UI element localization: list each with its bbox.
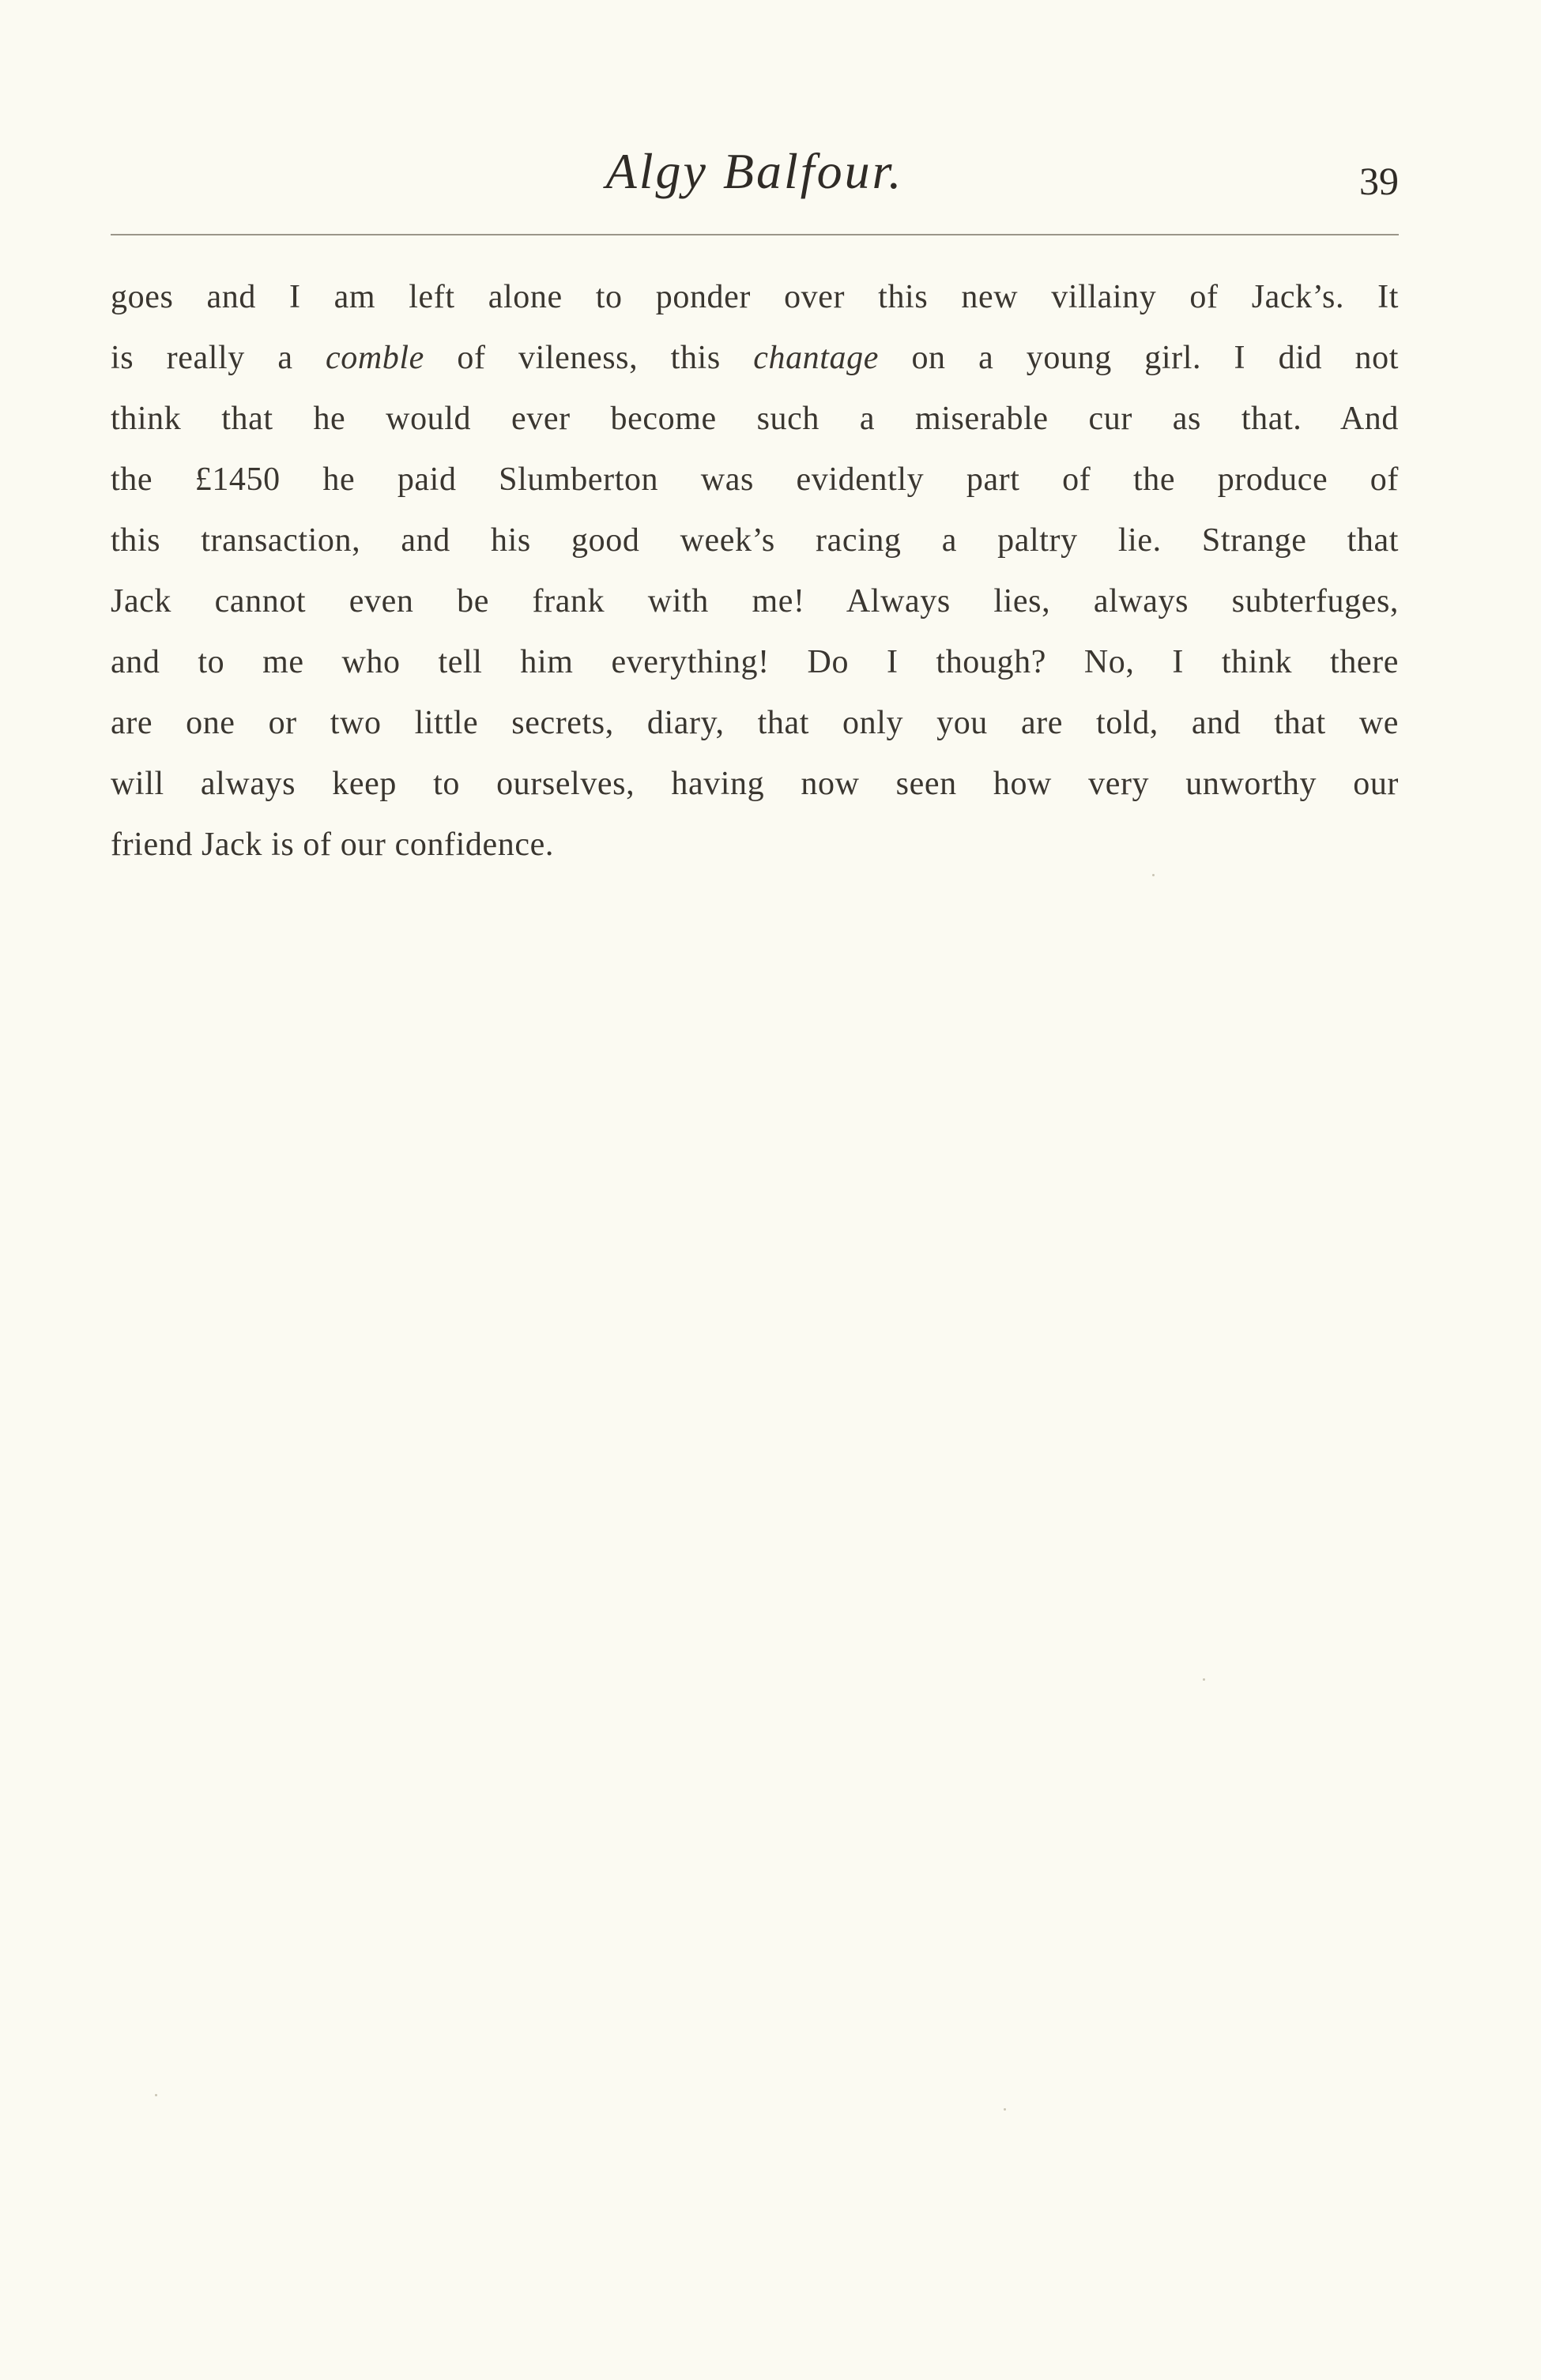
text-run: is really a: [111, 340, 326, 376]
text-line: [111, 815, 1399, 876]
text-run: Jack cannot even be frank with me! Always lies, always subterfuges,: [111, 583, 1399, 619]
text-run: think that he would ever become such a miserable cur as that. And: [111, 401, 1399, 437]
text-run: friend Jack is of our confidence.: [111, 827, 554, 863]
text-line: [111, 510, 1399, 571]
text-line: [111, 571, 1399, 632]
text-line: [111, 389, 1399, 450]
body-text: [111, 267, 1399, 876]
italic-word: chantage: [753, 340, 879, 376]
text-line: [111, 328, 1399, 389]
text-line: [111, 754, 1399, 815]
text-line: [111, 693, 1399, 754]
text-run: will always keep to ourselves, having now seen how very unworthy our: [111, 766, 1399, 802]
text-run: on a young girl. I did not: [879, 340, 1399, 376]
text-line: [111, 450, 1399, 510]
text-line: [111, 267, 1399, 328]
italic-word: comble: [326, 340, 424, 376]
header-rule: [111, 234, 1399, 235]
text-run: the £1450 he paid Slumberton was evidently part of the produce of: [111, 461, 1399, 498]
text-run: are one or two little secrets, diary, that only you are told, and that we: [111, 705, 1399, 741]
page-number: 39: [1359, 159, 1399, 203]
paper-speck: [1152, 874, 1155, 876]
text-run: and to me who tell him everything! Do I though? No, I think there: [111, 644, 1399, 680]
text-run: goes and I am left alone to ponder over this new villainy of Jack’s. It: [111, 279, 1399, 315]
running-title: Algy Balfour.: [605, 143, 904, 199]
paper-speck: [155, 2094, 157, 2096]
paper-speck: [1203, 1678, 1205, 1681]
text-line: [111, 632, 1399, 693]
paper-speck: [1004, 2108, 1006, 2111]
text-run: this transaction, and his good week’s racing a paltry lie. Strange that: [111, 522, 1399, 559]
text-run: of vileness, this: [424, 340, 754, 376]
running-head: [111, 142, 1399, 229]
